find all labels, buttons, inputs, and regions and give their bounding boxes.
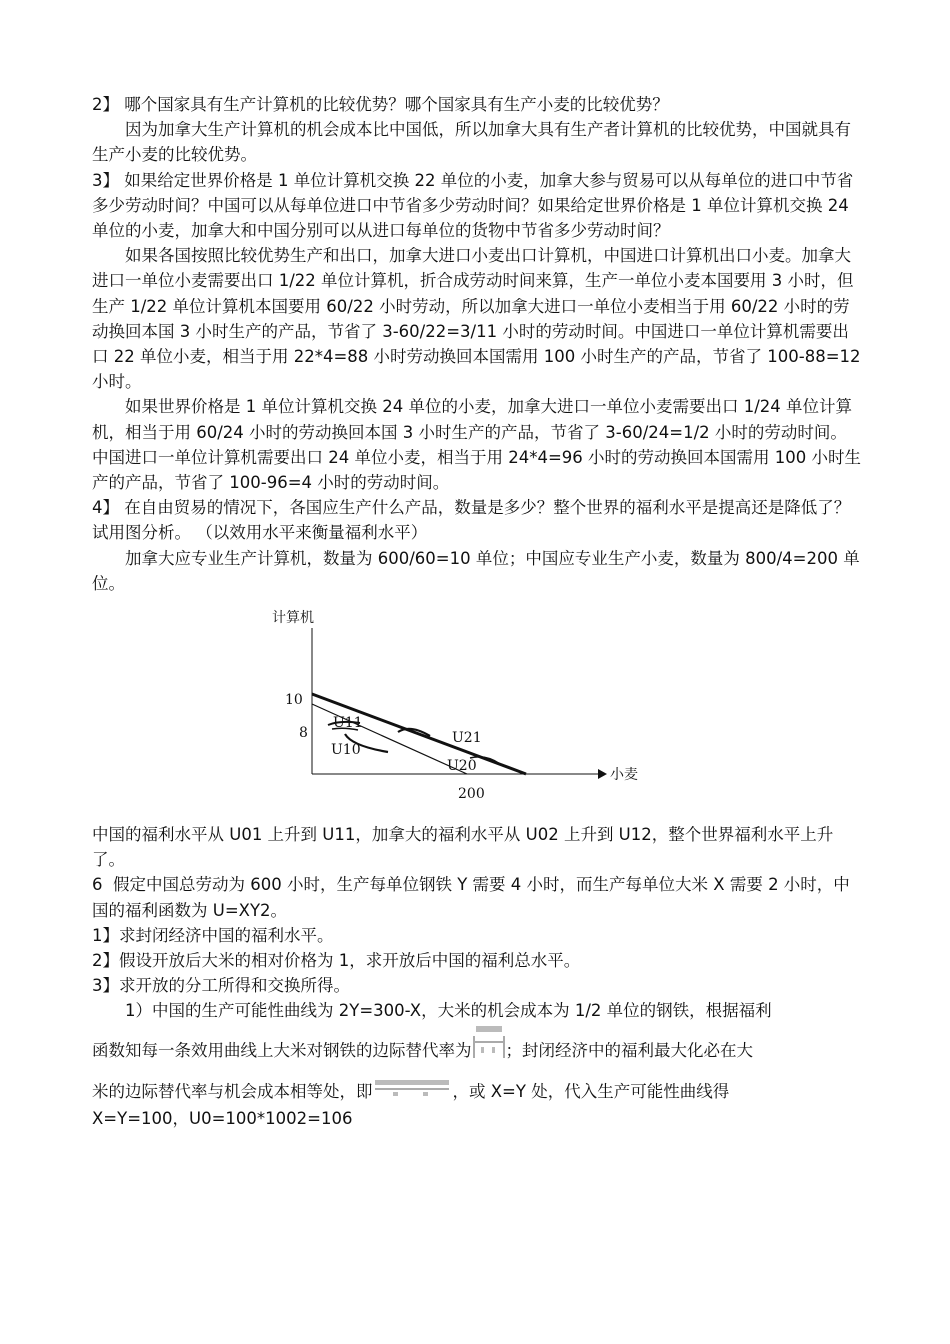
curve-label-u11: U11 <box>333 715 363 732</box>
answer-6-1-line-2-start: 函数知每一条效用曲线上大米对钢铁的边际替代率为 <box>92 1040 472 1060</box>
x-axis-label: 小麦 <box>610 767 638 784</box>
curve-label-u20: U20 <box>447 758 477 775</box>
answer-6-1-line-2 <box>92 1024 862 1079</box>
y-tick-10: 10 <box>285 692 303 709</box>
question-6-part-1: 1】求封闭经济中国的福利水平。 <box>92 925 334 945</box>
question-3-answer-part-2: 如果世界价格是 1 单位计算机交换 24 单位的小麦，加拿大进口一单位小麦需要出口 1/24 单位计算机，相当于用 60/24 小时的劳动换回本国 3 小时生产的产品，节省了 3-60/24=1/2 小时的劳动时间。中国进口一单位计算机需要出口 24 单位小麦，相当于用 24*4=96 小时的劳动换回本国需用 100 小时生产的产品，节省了 100-96=4 小时的劳动时间。 <box>92 397 862 493</box>
question-3-answer-part-1: 如果各国按照比较优势生产和出口，加拿大进口小麦出口计算机，中国进口计算机出口小麦。加拿大进口一单位小麦需要出口 1/22 单位计算机，折合成劳动时间来算，生产一单位小麦本国要用 3 小时，但生产 1/22 单位计算机本国要用 60/22 小时劳动，所以加拿大进口一单位小麦相当于用 60/22 小时的劳动换回本国 3 小时生产的产品，节省了 3-60/22=3/11 小时的劳动时间。中国进口一单位计算机需要出口 22 单位小麦，相当于用 22*4=88 小时劳动换回本国需用 100 小时生产的产品，节省了 100-88=12 小时。 <box>92 246 866 392</box>
question-3-title: 3】 如果给定世界价格是 1 单位计算机交换 22 单位的小麦，加拿大参与贸易可以从每单位的进口中节省多少劳动时间？中国可以从每单位进口中节省多少劳动时间？如果给定世界价格是 1 单位计算机交换 24 单位的小麦，加拿大和中国分别可以从进口每单位的货物中节省多少劳动时间？ <box>92 170 854 241</box>
question-4-title: 4】 在自由贸易的情况下，各国应生产什么产品，数量是多少？整个世界的福利水平是提高还是降低了？试用图分析。 （以效用水平来衡量福利水平） <box>92 498 851 543</box>
answer-6-1-line-4: X=Y=100，U0=100*1002=106 <box>92 1108 353 1128</box>
y-axis-label: 计算机 <box>272 610 314 627</box>
curve-label-u10: U10 <box>331 742 361 759</box>
x-axis-arrow <box>598 769 607 779</box>
trade-welfare-figure <box>92 606 862 816</box>
answer-6-1-line-3-end: ，或 X=Y 处，代入生产可能性曲线得 <box>452 1081 730 1101</box>
question-2-answer: 因为加拿大生产计算机的机会成本比中国低，所以加拿大具有生产者计算机的比较优势，中国就具有生产小麦的比较优势。 <box>92 120 851 165</box>
trade-line <box>312 694 526 774</box>
answer-6-1-line-1: 1）中国的生产可能性曲线为 2Y=300-X，大米的机会成本为 1/2 单位的钢铁，根据福利 <box>125 1001 772 1021</box>
question-2-title: 2】 哪个国家具有生产计算机的比较优势？哪个国家具有生产小麦的比较优势？ <box>92 95 669 114</box>
question-6-part-2: 2】假设开放后大米的相对价格为 1，求开放后中国的福利总水平。 <box>92 951 581 971</box>
question-6-part-3: 3】求开放的分工所得和交换所得。 <box>92 976 350 996</box>
curve-label-u21: U21 <box>452 730 482 747</box>
x-tick-200: 200 <box>458 786 485 803</box>
question-6-title: 6 假定中国总劳动为 600 小时，生产每单位钢铁 Y 需要 4 小时，而生产每单位大米 X 需要 2 小时，中国的福利函数为 U=XY2。 <box>92 875 850 920</box>
welfare-conclusion: 中国的福利水平从 U01 上升到 U11，加拿大的福利水平从 U02 上升到 U12，整个世界福利水平上升了。 <box>92 825 834 870</box>
answer-6-1-line-3-start: 米的边际替代率与机会成本相等处，即 <box>92 1081 373 1101</box>
trade-diagram-svg <box>260 606 680 816</box>
formula-image-mrs <box>472 1024 506 1079</box>
question-4-answer: 加拿大应专业生产计算机，数量为 600/60=10 单位；中国应专业生产小麦，数量为 800/4=200 单位。 <box>92 548 860 593</box>
answer-6-1-line-2-end: ；封闭经济中的福利最大化必在大 <box>505 1040 753 1060</box>
formula-image-equality <box>373 1079 453 1106</box>
document-page <box>92 92 866 1131</box>
answer-6-1-line-3 <box>92 1079 862 1106</box>
y-tick-8: 8 <box>299 725 308 742</box>
